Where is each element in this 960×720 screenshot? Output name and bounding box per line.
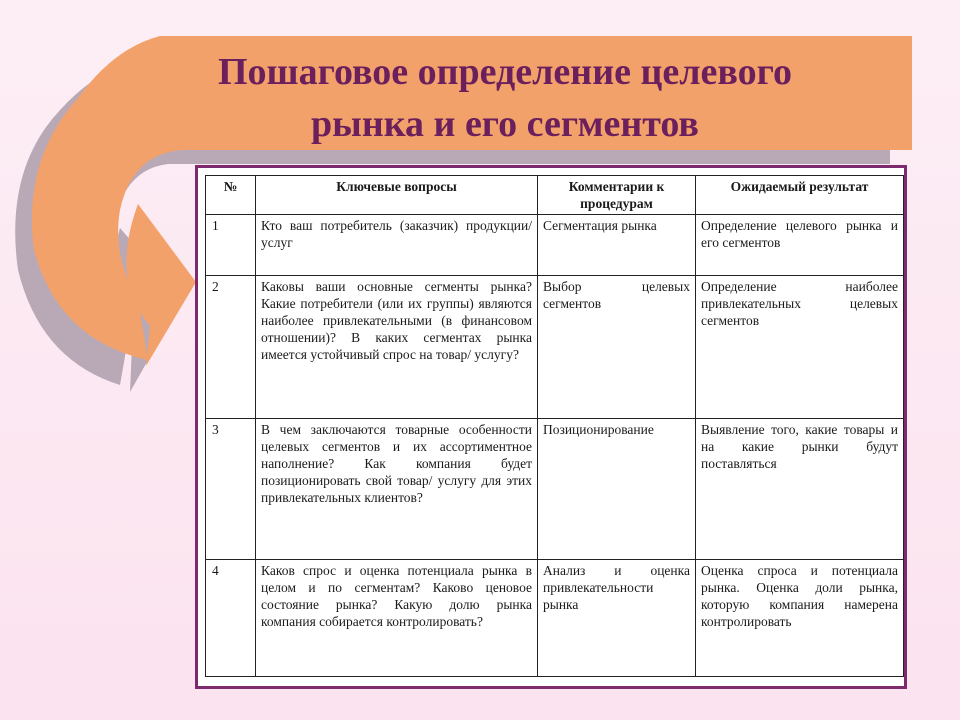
- row-comment: Анализ и оценка привлекательности рынка: [538, 560, 696, 677]
- row-num: 3: [206, 419, 256, 560]
- title-line-1: Пошаговое определение целевого: [218, 51, 792, 93]
- row-result: Определение наиболее привлекательных целевых сегментов: [696, 276, 904, 419]
- row-num: 4: [206, 560, 256, 677]
- row-question: В чем заключаются товарные особенности целевых сегментов и их ассортиментное наполнение? Как компания будет позиционировать свой товар/ услугу для этих привлекательных клиентов?: [256, 419, 538, 560]
- row-num: 1: [206, 215, 256, 276]
- slide-title: [120, 46, 890, 150]
- table-row: [206, 215, 904, 276]
- row-result: Оценка спроса и потенциала рынка. Оценка доли рынка, которую компания намерена контролировать: [696, 560, 904, 677]
- table-frame: [195, 165, 907, 689]
- table-row: [206, 419, 904, 560]
- row-result: Выявление того, какие товары и на какие рынки будут поставляться: [696, 419, 904, 560]
- row-question: Каковы ваши основные сегменты рынка? Какие потребители (или их группы) являются наиболее привлекательными (в финансовом отношении)? В каких сегментах рынка имеется устойчивый спрос на товар/ услугу?: [256, 276, 538, 419]
- row-comment: Позиционирование: [538, 419, 696, 560]
- table-header-row: [206, 176, 904, 215]
- title-line-2: рынка и его сегментов: [311, 103, 699, 145]
- table-row: [206, 276, 904, 419]
- header-result: Ожидаемый результат: [696, 176, 904, 215]
- header-num: №: [206, 176, 256, 215]
- header-comments: Комментарии к процедурам: [538, 176, 696, 215]
- header-questions: Ключевые вопросы: [256, 176, 538, 215]
- segments-table: [205, 175, 904, 677]
- row-comment: Сегментация рынка: [538, 215, 696, 276]
- row-question: Каков спрос и оценка потенциала рынка в целом и по сегментам? Каково ценовое состояние рынка? Какую долю рынка компания собирается контролировать?: [256, 560, 538, 677]
- table-row: [206, 560, 904, 677]
- row-num: 2: [206, 276, 256, 419]
- row-result: Определение целевого рынка и его сегментов: [696, 215, 904, 276]
- row-comment: Выбор целевых сегментов: [538, 276, 696, 419]
- row-question: Кто ваш потребитель (заказчик) продукции/услуг: [256, 215, 538, 276]
